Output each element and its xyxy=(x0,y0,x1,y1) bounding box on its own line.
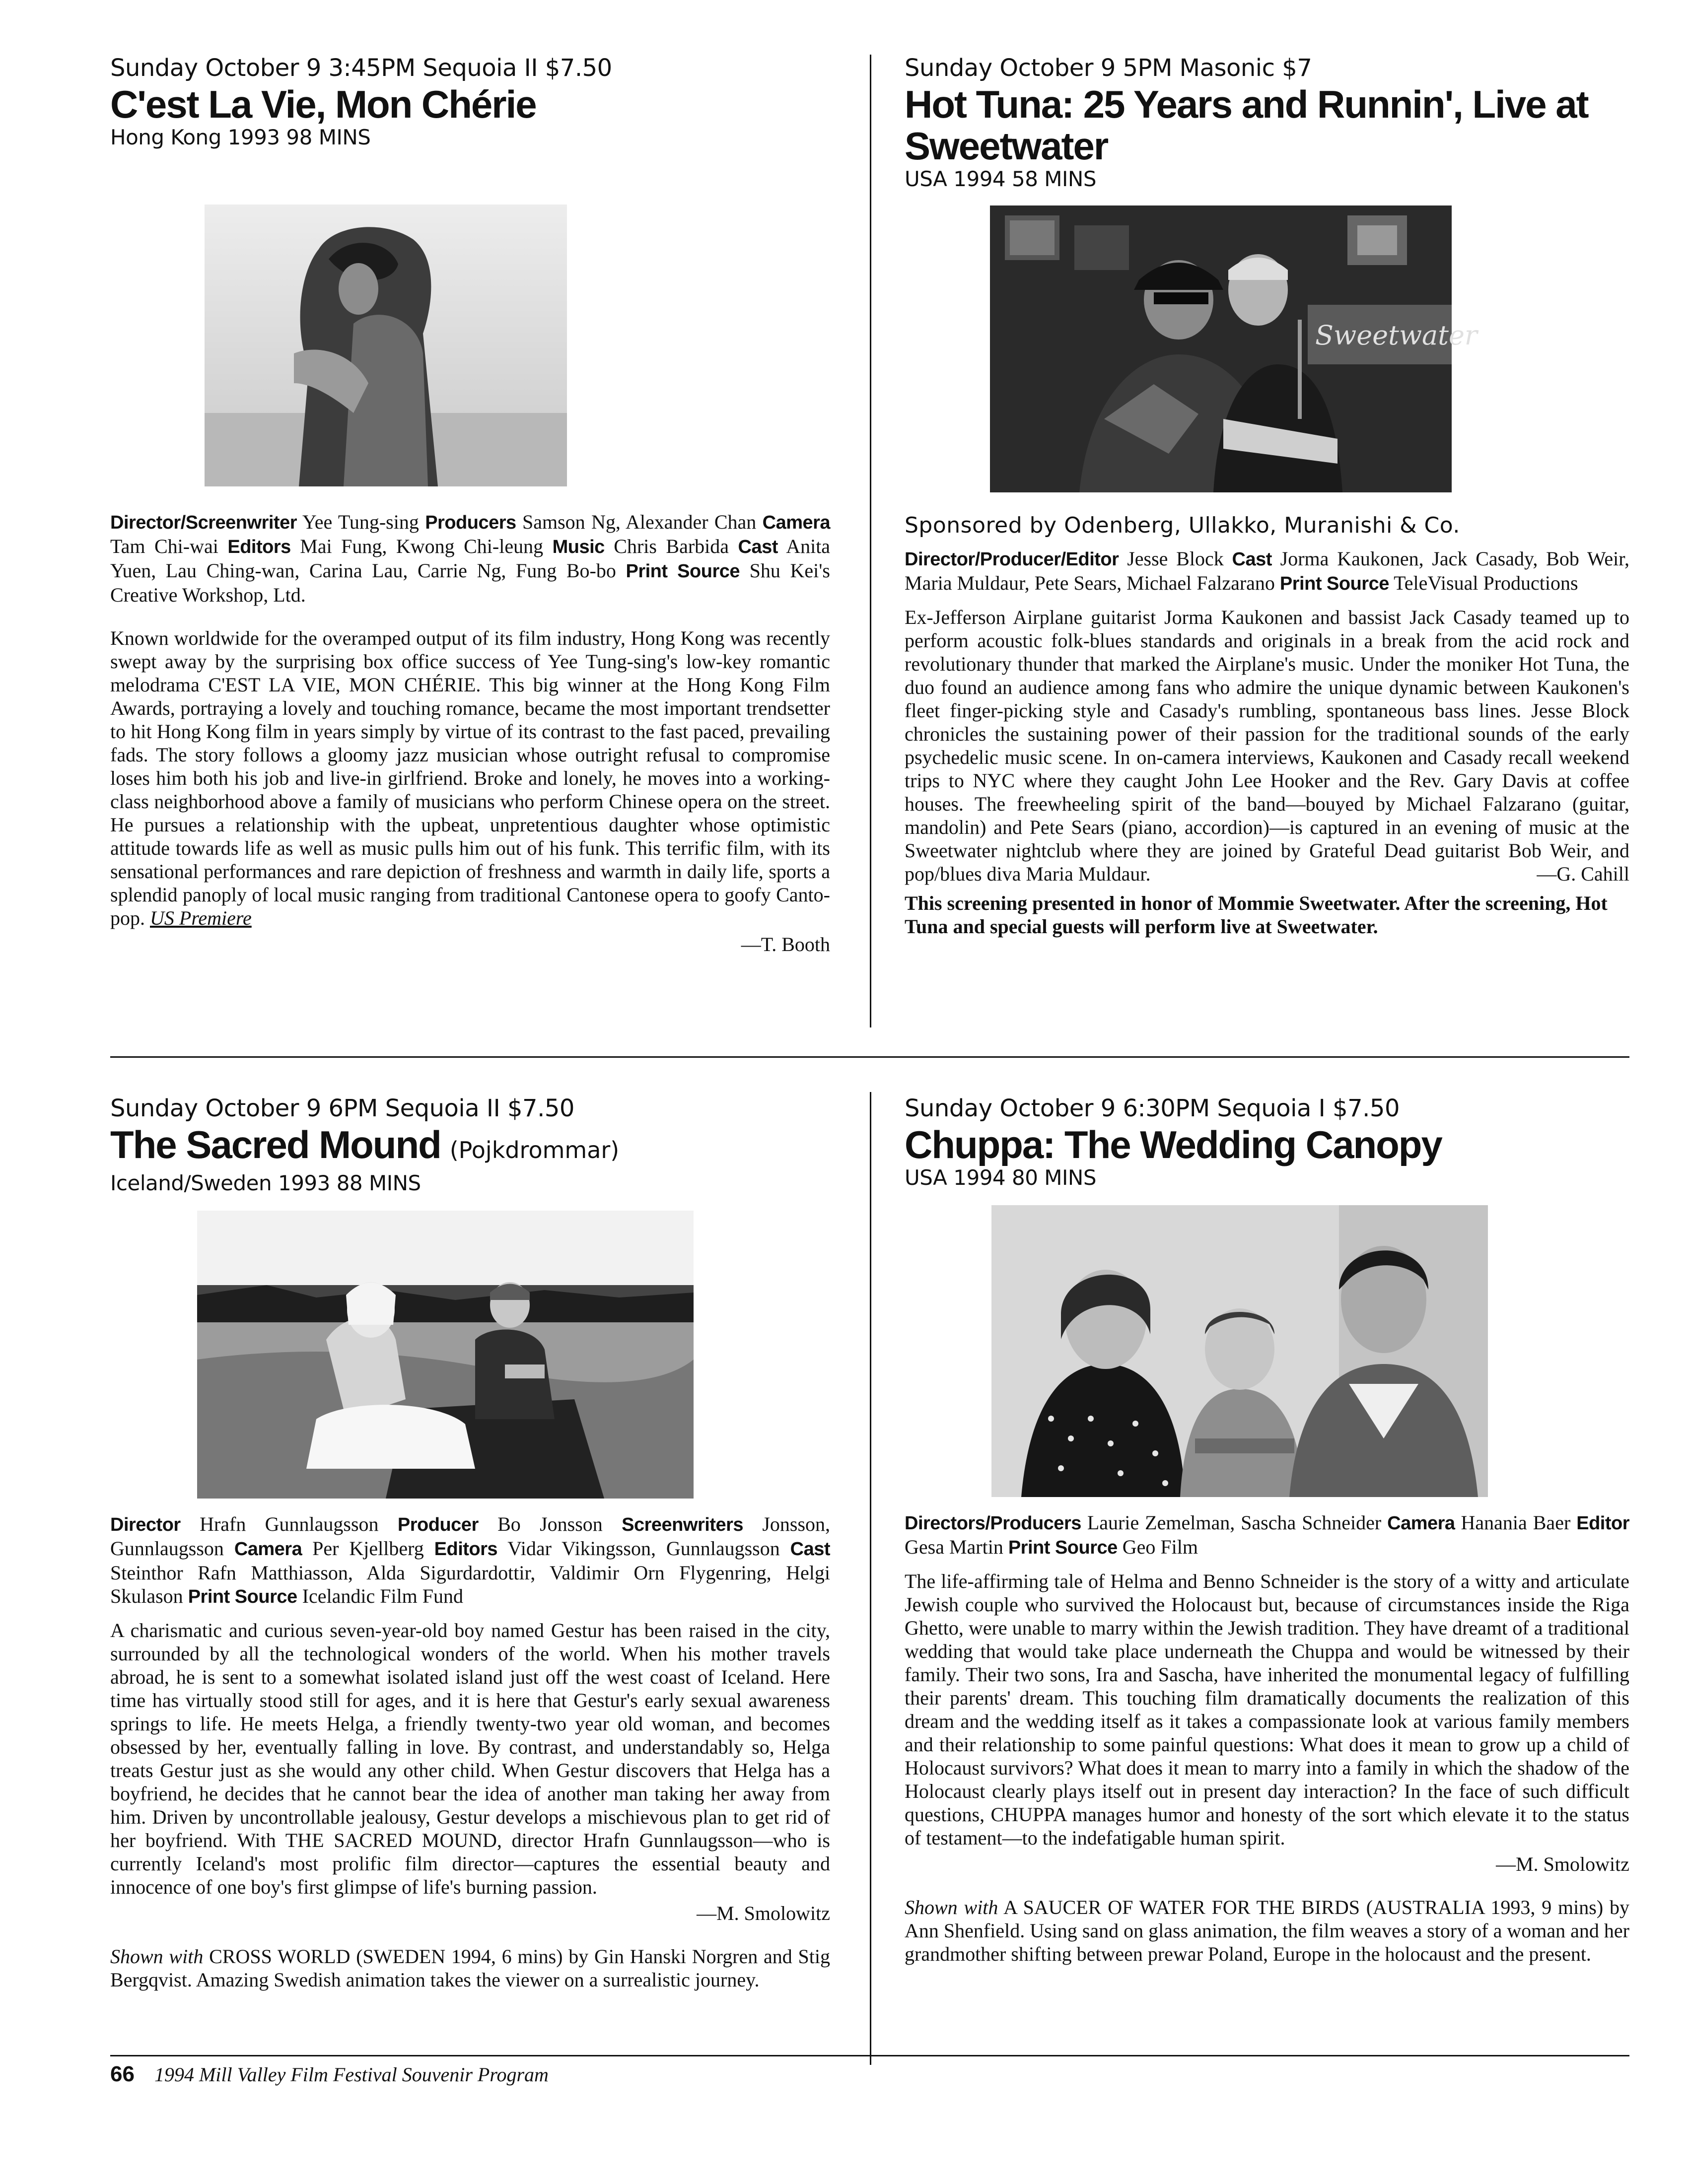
page-footer xyxy=(110,2062,549,2087)
film-origin: Hong Kong 1993 98 MINS xyxy=(110,125,371,149)
publication-title: 1994 Mill Valley Film Festival Souvenir Program xyxy=(154,2063,549,2086)
credit-role: Directors/Producers xyxy=(905,1513,1081,1534)
credit-role: Screenwriters xyxy=(622,1514,744,1535)
film-entry-cest-la-vie xyxy=(110,54,830,956)
synopsis xyxy=(905,606,1629,886)
credits-block xyxy=(905,547,1629,596)
credit-names: Icelandic Film Fund xyxy=(302,1585,464,1607)
film-title: Hot Tuna: 25 Years and Runnin', Live at Sweetwater xyxy=(905,82,1588,168)
film-still-photo xyxy=(991,1205,1488,1497)
film-still-photo xyxy=(990,205,1477,492)
credit-role: Print Source xyxy=(1008,1537,1118,1558)
schedule-line: Sunday October 9 5PM Masonic $7 xyxy=(905,54,1312,82)
credit-role: Cast xyxy=(1232,549,1272,570)
film-alt-title: (Pojkdrommar) xyxy=(449,1137,620,1163)
reviewer-signature: —M. Smolowitz xyxy=(1496,1853,1629,1875)
film-entry-sacred-mound xyxy=(110,1094,830,1991)
section-divider xyxy=(110,1056,1629,1058)
credit-role: Producer xyxy=(397,1514,479,1535)
synopsis: The life-affirming tale of Helma and Benno Schneider is the story of a witty and articulate Jewish couple who survived the Holocaust but, because of circumstances inside the Riga Ghetto, were unable to marry within the Jewish tradition. They have dreamt of a traditional wedding that would take place underneath the Chuppa and would be witnessed by their family. Their two sons, Ira and Sascha, have inherited the monumental legacy of fulfilling their parents' dream. This touching film dramatically documents the realization of this dream and the wedding itself as it takes a compassionate look at various family members and their relationship to some painful questions: What does it mean to grow up a child of Holocaust survivors? What does it mean to marry into a family in which the shadow of the Holocaust clearly plays itself out in present day interaction? In the face of such difficult questions, CHUPPA manages humor and honesty of the sort which elevate it to the status of testament—to the indefatigable human spirit. xyxy=(905,1570,1629,1849)
credit-role: Producers xyxy=(425,512,516,533)
credit-names: Laurie Zemelman, Sascha Schneider xyxy=(1087,1511,1382,1534)
credit-names: Hanania Baer xyxy=(1461,1511,1571,1534)
credit-role: Director xyxy=(110,1514,181,1535)
credit-role: Editor xyxy=(1576,1513,1630,1534)
credit-role: Camera xyxy=(1387,1513,1455,1534)
credits-block xyxy=(110,1512,830,1609)
shown-with-block xyxy=(905,1896,1629,1966)
credit-names: Yee Tung-sing xyxy=(302,511,419,533)
credit-role: Director/Screenwriter xyxy=(110,512,297,533)
shown-with-text: A SAUCER OF WATER FOR THE BIRDS (AUSTRALIA 1993, 9 mins) by Ann Shenfield. Using sand on glass animation, the film weaves a story of a woman and her grandmother shifting between prewar Poland, Europe in the holocaust and the present. xyxy=(905,1896,1630,1965)
credit-names: Hrafn Gunnlaugsson xyxy=(200,1513,379,1535)
film-title-row xyxy=(110,1124,830,1171)
credit-names: Bo Jonsson xyxy=(497,1513,603,1535)
credit-role: Print Source xyxy=(626,561,740,582)
film-entry-hot-tuna xyxy=(905,54,1629,938)
credit-role: Director/Producer/Editor xyxy=(905,549,1119,570)
credit-role: Music xyxy=(552,537,605,557)
shown-with-label: Shown with xyxy=(905,1896,998,1918)
credit-role: Cast xyxy=(790,1539,831,1560)
film-title: Chuppa: The Wedding Canopy xyxy=(905,1123,1442,1166)
reviewer-signature: —G. Cahill xyxy=(1537,863,1629,885)
credit-names: Mai Fung, Kwong Chi-leung xyxy=(300,535,544,557)
film-still-photo xyxy=(197,1211,694,1499)
screening-note: This screening presented in honor of Mommie Sweetwater. After the screening, Hot Tuna and special guests will perform live at Sweetwater. xyxy=(905,892,1608,938)
synopsis xyxy=(110,626,830,930)
credit-role: Editors xyxy=(227,537,291,557)
credit-role: Cast xyxy=(738,537,778,557)
credit-names: Anita Yuen, Lau Ching-wan, Carina Lau, Carrie Ng, Fung Bo-bo xyxy=(110,535,831,582)
credit-names: TeleVisual Productions xyxy=(1394,572,1578,594)
credit-names: Gesa Martin xyxy=(905,1536,1003,1558)
film-origin: USA 1994 58 MINS xyxy=(905,167,1096,191)
reviewer-signature: —T. Booth xyxy=(741,933,830,956)
page-number: 66 xyxy=(110,2062,135,2086)
credit-names: Tam Chi-wai xyxy=(110,535,218,557)
credit-names: Shu Kei's Creative Workshop, Ltd. xyxy=(110,559,831,606)
credits-block xyxy=(110,510,830,607)
credit-names: Vidar Vikingsson, Gunnlaugsson xyxy=(507,1537,780,1560)
credit-role: Editors xyxy=(434,1539,498,1560)
column-divider-bottom xyxy=(870,1092,871,2065)
footer-rule xyxy=(110,2055,1629,2056)
synopsis-text: Ex-Jefferson Airplane guitarist Jorma Kaukonen and bassist Jack Casady teamed up to perform acoustic folk-blues standards and originals in a break from the acid rock and revolutionary thunder that marked the Airplane's music. Under the moniker Hot Tuna, the duo found an audience among fans who admire the unique dynamic between Kaukonen's fleet finger-picking style and Casady's rumbling, spontaneous bass lines. Jesse Block chronicles the sustaining power of their passion for the traditional sounds of the early psychedelic music scene. In on-camera interviews, Kaukonen and Casady recall weekend trips to NYC where they caught John Lee Hooker and the Rev. Gary Davis at coffee houses. The freewheeling spirit of the band—bouyed by Michael Falzarano (guitar, mandolin) and Pete Sears (piano, accordion)—is captured in an evening of music at the Sweetwater nightclub where they are joined by Grateful Dead guitarist Bob Weir, and pop/blues diva Maria Muldaur. xyxy=(905,606,1629,885)
credit-names: Steinthor Rafn Matthiasson, Alda Sigurdardottir, Valdimir Orn Flygenring, Helgi Skulason xyxy=(110,1562,830,1607)
credit-names: Samson Ng, Alexander Chan xyxy=(522,511,757,533)
beach-scene-illustration xyxy=(197,1211,694,1499)
credits-block xyxy=(905,1511,1629,1560)
column-divider-top xyxy=(870,55,871,1027)
credit-names: Jonsson, Gunnlaugsson xyxy=(110,1513,831,1560)
synopsis-text: Known worldwide for the overamped output of its film industry, Hong Kong was recently swept away by the surprising box office success of Yee Tung-sing's low-key romantic melodrama C'EST LA VIE, MON CHÉRIE. This big winner at the Hong Kong Film Awards, portraying a lovely and touching romance, became the most important trendsetter to hit Hong Kong film in years simply by virtue of its contrast to the fast paced, prevailing fads. The story follows a gloomy jazz musician whose outright refusal to compromise loses him both his job and live-in girlfriend. Broke and lonely, he moves into a working-class neighborhood above a family of musicians who perform Chinese opera on the street. He pursues a relationship with the upbeat, unpretentious daughter whose optimistic attitude towards life as well as music pulls him out of his funk. This terrific film, with its sensational performances and rare depiction of freshness and warmth in daily life, sports a splendid panoply of local music ranging from traditional Cantonese opera to goofy Canto-pop. xyxy=(110,627,830,929)
credit-names: Chris Barbida xyxy=(614,535,729,557)
shown-with-block xyxy=(110,1945,830,1991)
sponsor-line: Sponsored by Odenberg, Ullakko, Muranishi & Co. xyxy=(905,513,1460,538)
band-performance-illustration xyxy=(990,205,1477,492)
film-still-photo xyxy=(205,205,567,486)
credit-names: Jorma Kaukonen, Jack Casady, Bob Weir, Maria Muldaur, Pete Sears, Michael Falzarano xyxy=(905,547,1630,594)
credit-role: Camera xyxy=(762,512,831,533)
synopsis: A charismatic and curious seven-year-old boy named Gestur has been raised in the city, surrounded by all the technological wonders of the world. When his mother travels abroad, he is sent to a somewhat isolated island just off the west coast of Iceland. Here time has virtually stood still for ages, and it is here that Gestur's early sexual awareness springs to life. He meets Helga, a friendly twenty-two year old woman, and becomes obsessed by her, eventually falling in love. By contrast, and understandably so, Helga treats Gestur just as she would any other child. When Gestur discovers that Helga has a boyfriend, he decides that he cannot bear the idea of another man taking her away from him. Driven by uncontrollable jealousy, Gestur develops a mischievous plan to get rid of her boyfriend. With THE SACRED MOUND, director Hrafn Gunnlaugsson—who is currently Iceland's most prolific film director—captures the essential beauty and innocence of one boy's first glimpse of life's burning passion. xyxy=(110,1619,830,1898)
family-portrait-illustration xyxy=(991,1205,1488,1497)
film-origin: Iceland/Sweden 1993 88 MINS xyxy=(110,1171,421,1195)
embracing-couple-illustration xyxy=(205,205,567,486)
premiere-label: US Premiere xyxy=(150,907,252,929)
film-title: The Sacred Mound xyxy=(110,1123,441,1166)
sweetwater-sign-text: Sweetwater xyxy=(1315,320,1477,351)
reviewer-signature: —M. Smolowitz xyxy=(697,1902,830,1924)
credit-names: Geo Film xyxy=(1122,1536,1198,1558)
shown-with-label: Shown with xyxy=(110,1945,204,1968)
film-title: C'est La Vie, Mon Chérie xyxy=(110,82,536,126)
shown-with-text: CROSS WORLD (SWEDEN 1994, 6 mins) by Gin Hanski Norgren and Stig Bergqvist. Amazing Swedish animation takes the viewer on a surrealistic journey. xyxy=(110,1945,831,1991)
credit-role: Print Source xyxy=(1279,573,1389,594)
credit-names: Per Kjellberg xyxy=(312,1537,424,1560)
schedule-line: Sunday October 9 3:45PM Sequoia II $7.50 xyxy=(110,54,612,82)
credit-role: Print Source xyxy=(188,1586,297,1607)
schedule-line: Sunday October 9 6:30PM Sequoia I $7.50 xyxy=(905,1094,1400,1122)
film-entry-chuppa xyxy=(905,1094,1629,1966)
film-origin: USA 1994 80 MINS xyxy=(905,1165,1096,1190)
credit-names: Jesse Block xyxy=(1127,547,1224,570)
credit-role: Camera xyxy=(234,1539,302,1560)
schedule-line: Sunday October 9 6PM Sequoia II $7.50 xyxy=(110,1094,574,1122)
